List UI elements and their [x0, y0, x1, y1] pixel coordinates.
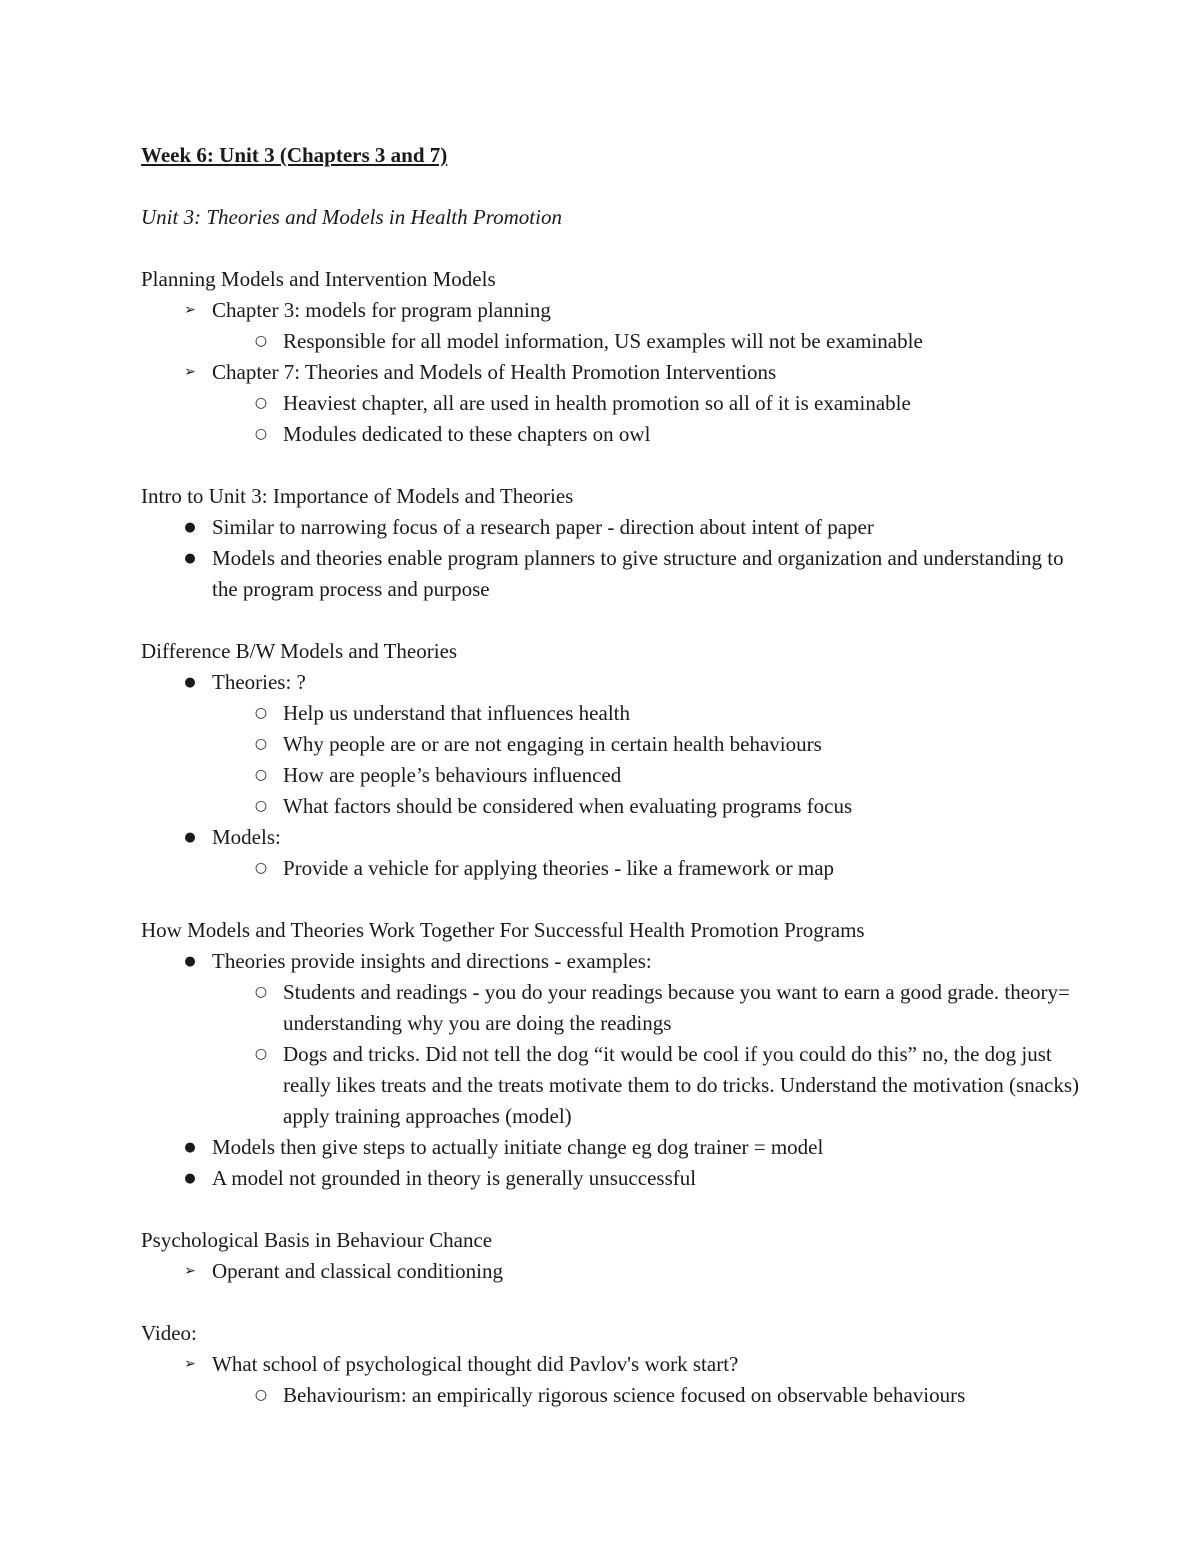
- sub-list-item: [212, 419, 1081, 450]
- circle-bullet-icon: ○: [254, 1046, 268, 1062]
- sub-list-item-text: Students and readings - you do your readings because you want to earn a good grade. theory= understanding why you are doing the readings: [283, 980, 1070, 1035]
- list-item-text: Models:: [212, 825, 281, 849]
- sub-list-item-text: Help us understand that influences health: [283, 701, 630, 725]
- list-item: [141, 357, 1081, 450]
- dot-bullet-icon: ●: [184, 520, 196, 535]
- dot-bullet-icon: ●: [184, 954, 196, 969]
- circle-bullet-icon: ○: [254, 333, 268, 349]
- bullet-list: [141, 667, 1081, 884]
- dot-bullet-icon: ●: [184, 830, 196, 845]
- sub-list-item-text: Modules dedicated to these chapters on owl: [283, 422, 651, 446]
- sub-list-item-text: What factors should be considered when evaluating programs focus: [283, 794, 853, 818]
- bullet-list: [141, 295, 1081, 450]
- list-item-text: Chapter 3: models for program planning: [212, 298, 551, 322]
- section-heading: Video:: [141, 1321, 197, 1345]
- sub-list-item: [212, 1039, 1081, 1132]
- circle-bullet-icon: ○: [254, 1387, 268, 1403]
- sub-bullet-list: [212, 388, 1081, 450]
- list-item-text: Theories: ?: [212, 670, 306, 694]
- notes-section: [141, 915, 1081, 1194]
- sub-list-item-text: Behaviourism: an empirically rigorous science focused on observable behaviours: [283, 1383, 966, 1407]
- sub-bullet-list: [212, 853, 1081, 884]
- document-page: [141, 140, 1081, 1442]
- notes-section: [141, 481, 1081, 605]
- list-item: [141, 1256, 1081, 1287]
- dot-bullet-icon: ●: [184, 1140, 196, 1155]
- circle-bullet-icon: ○: [254, 984, 268, 1000]
- list-item-text: Models then give steps to actually initiate change eg dog trainer = model: [212, 1135, 824, 1159]
- section-heading: How Models and Theories Work Together For Successful Health Promotion Programs: [141, 918, 865, 942]
- sub-bullet-list: [212, 1380, 1081, 1411]
- list-item-text: Similar to narrowing focus of a research paper - direction about intent of paper: [212, 515, 874, 539]
- list-item: [141, 1163, 1081, 1194]
- sub-list-item: [212, 977, 1081, 1039]
- arrow-bullet-icon: ➢: [184, 364, 196, 380]
- dot-bullet-icon: ●: [184, 675, 196, 690]
- bullet-list: [141, 1349, 1081, 1411]
- dot-bullet-icon: ●: [184, 1171, 196, 1186]
- sub-list-item-text: Heaviest chapter, all are used in health promotion so all of it is examinable: [283, 391, 911, 415]
- list-item-text: Operant and classical conditioning: [212, 1259, 503, 1283]
- page-title: Week 6: Unit 3 (Chapters 3 and 7): [141, 143, 448, 167]
- sub-list-item: [212, 326, 1081, 357]
- section-heading: Psychological Basis in Behaviour Chance: [141, 1228, 493, 1252]
- circle-bullet-icon: ○: [254, 736, 268, 752]
- arrow-bullet-icon: ➢: [184, 302, 196, 318]
- sub-list-item: [212, 729, 1081, 760]
- sub-list-item-text: Why people are or are not engaging in certain health behaviours: [283, 732, 822, 756]
- notes-body: [141, 264, 1081, 1411]
- circle-bullet-icon: ○: [254, 767, 268, 783]
- arrow-bullet-icon: ➢: [184, 1356, 196, 1372]
- sub-list-item-text: Dogs and tricks. Did not tell the dog “it would be cool if you could do this” no, the dog just really likes treats and the treats motivate them to do tricks. Understand the motivation (snacks) apply training approaches (model): [283, 1042, 1080, 1128]
- sub-list-item: [212, 853, 1081, 884]
- section-heading: Planning Models and Intervention Models: [141, 267, 496, 291]
- section-heading: Intro to Unit 3: Importance of Models and Theories: [141, 484, 574, 508]
- list-item: [141, 1349, 1081, 1411]
- sub-list-item: [212, 1380, 1081, 1411]
- list-item-text: Theories provide insights and directions - examples:: [212, 949, 652, 973]
- sub-bullet-list: [212, 698, 1081, 822]
- list-item: [141, 512, 1081, 543]
- circle-bullet-icon: ○: [254, 705, 268, 721]
- circle-bullet-icon: ○: [254, 860, 268, 876]
- unit-subtitle: Unit 3: Theories and Models in Health Promotion: [141, 205, 562, 229]
- notes-section: [141, 636, 1081, 884]
- bullet-list: [141, 512, 1081, 605]
- list-item: [141, 822, 1081, 884]
- circle-bullet-icon: ○: [254, 395, 268, 411]
- list-item: [141, 543, 1081, 605]
- notes-section: [141, 1318, 1081, 1411]
- list-item-text: What school of psychological thought did Pavlov's work start?: [212, 1352, 739, 1376]
- list-item-text: Chapter 7: Theories and Models of Health Promotion Interventions: [212, 360, 777, 384]
- notes-section: [141, 264, 1081, 450]
- sub-bullet-list: [212, 326, 1081, 357]
- list-item: [141, 946, 1081, 1132]
- list-item: [141, 667, 1081, 822]
- bullet-list: [141, 1256, 1081, 1287]
- list-item-text: Models and theories enable program planners to give structure and organization and understanding to the program process and purpose: [212, 546, 1064, 601]
- list-item: [141, 295, 1081, 357]
- sub-list-item-text: How are people’s behaviours influenced: [283, 763, 622, 787]
- list-item-text: A model not grounded in theory is generally unsuccessful: [212, 1166, 697, 1190]
- circle-bullet-icon: ○: [254, 798, 268, 814]
- section-heading: Difference B/W Models and Theories: [141, 639, 458, 663]
- dot-bullet-icon: ●: [184, 551, 196, 566]
- sub-list-item-text: Provide a vehicle for applying theories - like a framework or map: [283, 856, 835, 880]
- bullet-list: [141, 946, 1081, 1194]
- circle-bullet-icon: ○: [254, 426, 268, 442]
- sub-list-item: [212, 760, 1081, 791]
- notes-section: [141, 1225, 1081, 1287]
- sub-list-item: [212, 698, 1081, 729]
- arrow-bullet-icon: ➢: [184, 1263, 196, 1279]
- sub-bullet-list: [212, 977, 1081, 1132]
- list-item: [141, 1132, 1081, 1163]
- sub-list-item: [212, 388, 1081, 419]
- sub-list-item: [212, 791, 1081, 822]
- sub-list-item-text: Responsible for all model information, US examples will not be examinable: [283, 329, 923, 353]
